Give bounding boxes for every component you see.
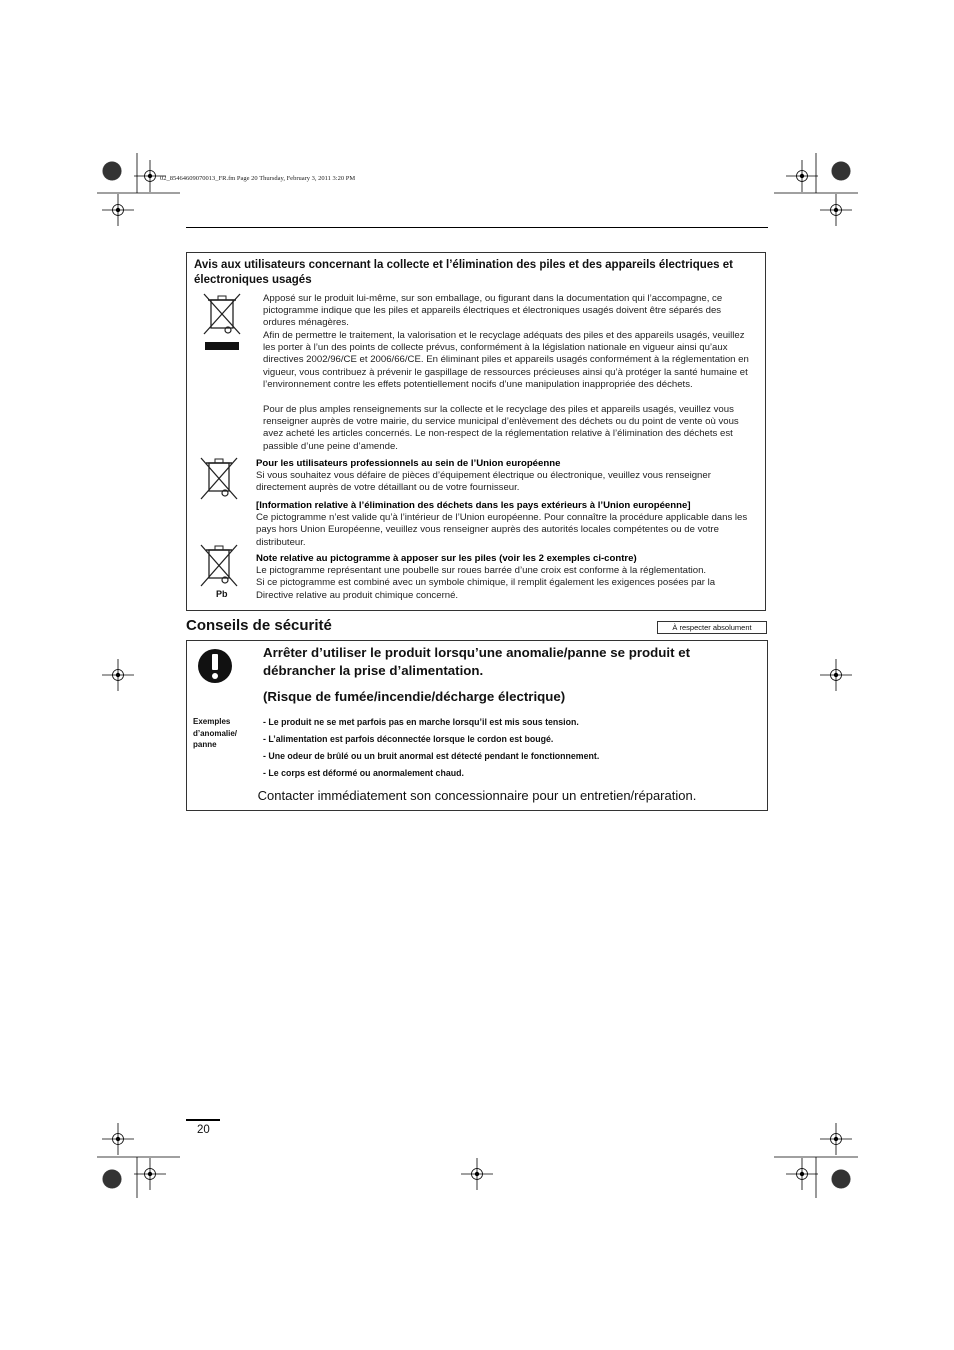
top-rule [186, 227, 768, 228]
example-item: - Une odeur de brûlé ou un bruit anormal est détecté pendant le fonctionnement. [263, 751, 600, 761]
outside-eu-title: [Information relative à l’élimination des déchets dans les pays extérieurs à l’Union européenne] [256, 500, 691, 511]
outside-eu-section [256, 500, 752, 549]
file-header: 02_85464609070013_FR.fm Page 20 Thursday, February 3, 2011 3:20 PM [160, 175, 356, 182]
page-number: 20 [197, 1124, 210, 1136]
examples-label: Exemples d’anomalie/ panne [193, 717, 238, 749]
notice-title: Avis aux utilisateurs concernant la collecte et l’élimination des piles et des appareils électriques et électroniques usagés [194, 259, 733, 286]
must-observe-badge: À respecter absolument [657, 621, 767, 634]
warning-title: Arrêter d’utiliser le produit lorsqu’une anomalie/panne se produit et débrancher la prise d’alimentation. [263, 645, 691, 678]
outside-eu-text: Ce pictogramme n’est valide qu’à l’intérieur de l’Union européenne. Pour connaître la procédure applicable dans les pays hors Union Européenne, veuillez vous renseigner auprès des autorités locales compétentes ou de votre distributeur. [256, 512, 748, 548]
crossed-bin-pb-icon [197, 542, 241, 590]
crossed-bin-icon-2 [197, 455, 241, 503]
example-item: - L’alimentation est parfois déconnectée lorsque le cordon est bougé. [263, 734, 554, 744]
exclamation-icon [197, 648, 233, 684]
safety-heading: Conseils de sécurité [186, 617, 332, 634]
pb-label: Pb [216, 589, 228, 599]
notice-para-3: Pour de plus amples renseignements sur la collecte et le recyclage des piles et appareils usagés, veuillez vous renseigner auprès de votre mairie, du service municipal d’enlèvement des déchets ou du point de vente où vous avez acheté les articles concernés. Le non-respect de la réglementation relative à l’élimination des déchets est passible d’une peine d’amende. [263, 404, 739, 452]
battery-section [256, 553, 752, 602]
crossed-bin-icon [198, 290, 248, 356]
warning-subtitle: (Risque de fumée/incendie/décharge électrique) [263, 689, 566, 704]
pro-users-text: Si vous souhaitez vous défaire de pièces d’équipement électrique ou électronique, veuillez vous renseigner directement auprès de votre détaillant ou de votre fournisseur. [256, 470, 711, 494]
notice-para-1: Apposé sur le produit lui-même, sur son emballage, ou figurant dans la documentation qui l’accompagne, ce pictogramme indique que les piles et appareils électriques et électroniques usagés doivent être séparés des ordures ménagères. [263, 293, 723, 329]
notice-para-2: Afin de permettre le traitement, la valorisation et le recyclage adéquats des piles et des appareils usagés, veuillez les porter à l’un des points de collecte prévus, conformément à la législation nationale en vigueur ainsi qu’aux directives 2002/96/CE et 2006/66/CE. En éliminant piles et appareils usagés conformément à la réglementation en vigueur, vous contribuez à prévenir le gaspillage de ressources précieuses ainsi qu’à protéger la santé humaine et l’environnement contre les effets potentiellement nocifs d’une manipulation inappropriée des déchets. [263, 330, 749, 390]
battery-title: Note relative au pictogramme à apposer sur les piles (voir les 2 exemples ci-contre) [256, 553, 637, 564]
contact-dealer-text: Contacter immédiatement son concessionnaire pour un entretien/réparation. [257, 788, 697, 803]
battery-text-1: Le pictogramme représentant une poubelle sur roues barrée d’une croix est conforme à la réglementation. [256, 565, 707, 577]
pro-users-title: Pour les utilisateurs professionnels au sein de l’Union européenne [256, 458, 561, 469]
battery-text-2: Si ce pictogramme est combiné avec un symbole chimique, il remplit également les exigences posées par la Directive relative au produit chimique concerné. [256, 577, 716, 601]
pro-users-section [256, 458, 752, 495]
example-item: - Le produit ne se met parfois pas en marche lorsqu’il est mis sous tension. [263, 717, 579, 727]
example-item: - Le corps est déformé ou anormalement chaud. [263, 768, 464, 778]
page-number-rule [186, 1119, 220, 1121]
